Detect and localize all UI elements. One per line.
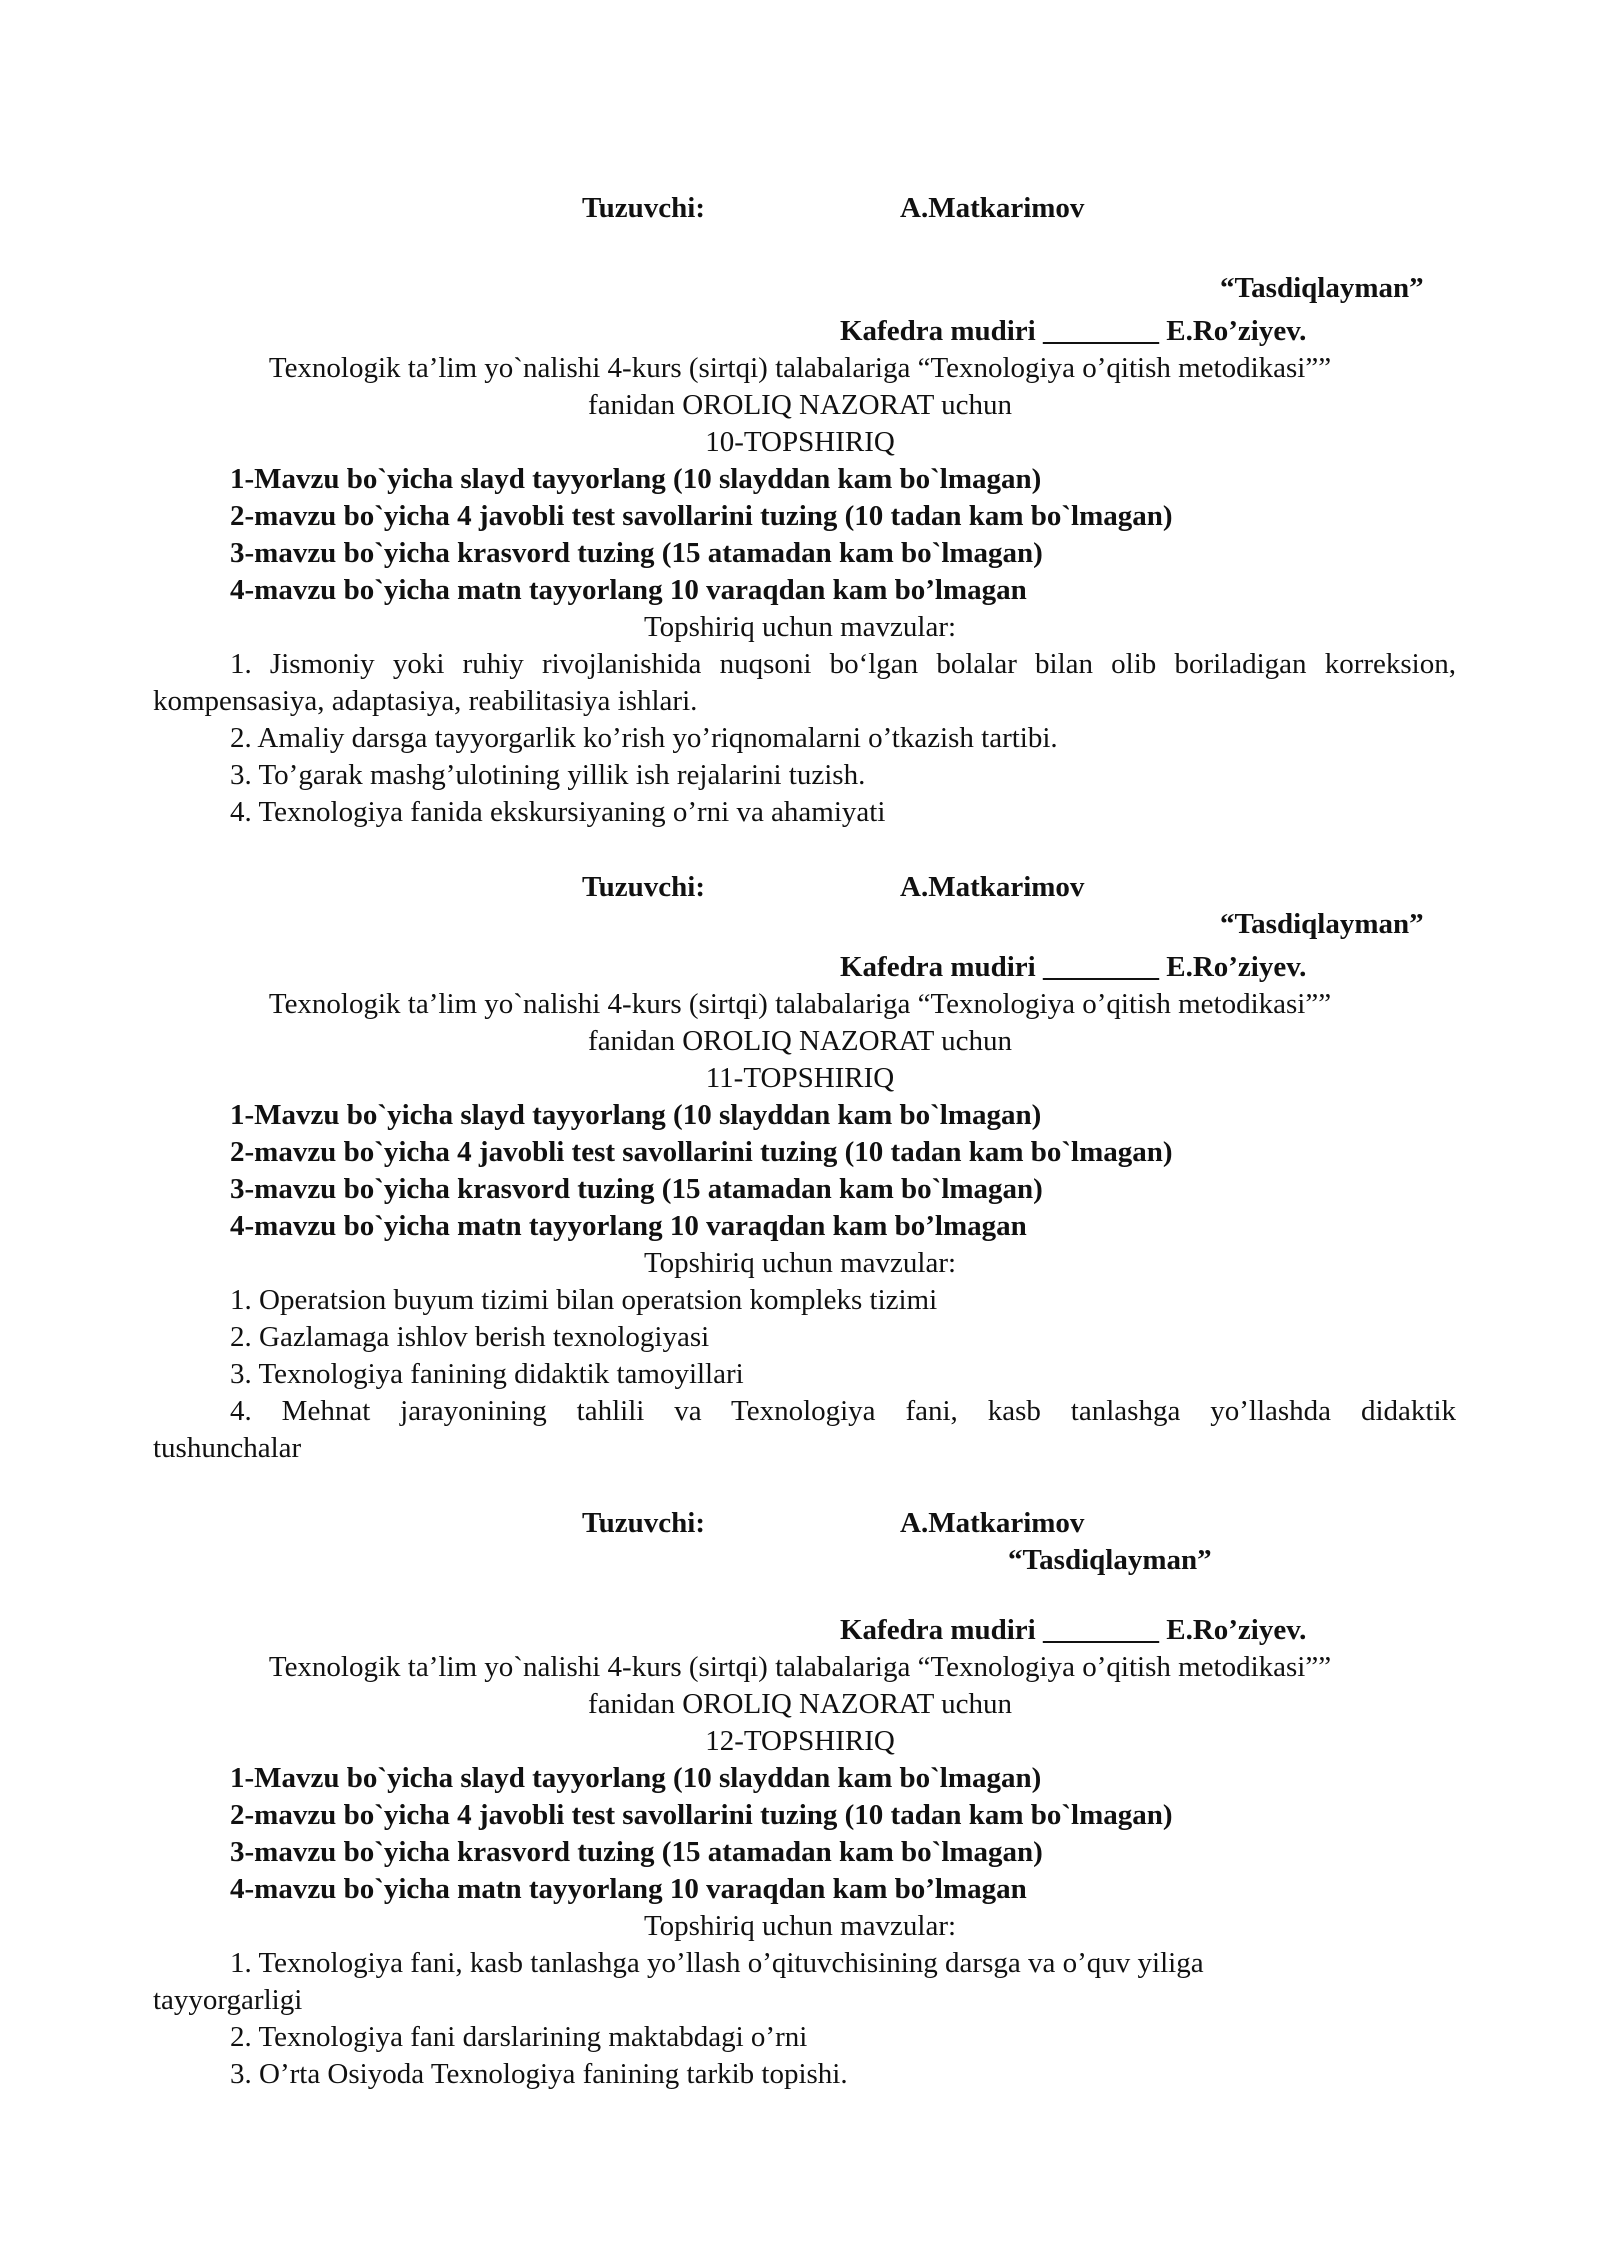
approval-label: “Tasdiqlayman” xyxy=(1220,272,1424,304)
task-item: 4-mavzu bo`yicha matn tayyorlang 10 varaqdan kam bo’lmagan xyxy=(230,1210,1027,1242)
topic-item: 3. O’rta Osiyoda Texnologiya fanining tarkib topishi. xyxy=(230,2058,848,2090)
topic-item: 1. Jismoniy yoki ruhiy rivojlanishida nuqsoni bo‘lgan bolalar bilan olib boriladigan korreksion, xyxy=(230,648,1456,680)
topic-item: 2. Texnologiya fani darslarining maktabdagi o’rni xyxy=(230,2021,808,2053)
topic-item: 3. Texnologiya fanining didaktik tamoyillari xyxy=(230,1358,744,1390)
document-title-line-1: Texnologik ta’lim yo`nalishi 4-kurs (sirtqi) talabalariga “Texnologiya o’qitish metodikasi”” xyxy=(268,1651,1332,1683)
author-label: Tuzuvchi: xyxy=(582,871,706,903)
task-item: 2-mavzu bo`yicha 4 javobli test savollarini tuzing (10 tadan kam bo`lmagan) xyxy=(230,500,1173,532)
assignment-number: 12-TOPSHIRIQ xyxy=(705,1725,895,1757)
task-item: 2-mavzu bo`yicha 4 javobli test savollarini tuzing (10 tadan kam bo`lmagan) xyxy=(230,1799,1173,1831)
assignment-number: 10-TOPSHIRIQ xyxy=(705,426,895,458)
topic-item: 2. Amaliy darsga tayyorgarlik ko’rish yo’riqnomalarni o’tkazish tartibi. xyxy=(230,722,1058,754)
author-name: A.Matkarimov xyxy=(900,192,1085,224)
task-item: 3-mavzu bo`yicha krasvord tuzing (15 atamadan kam bo`lmagan) xyxy=(230,537,1043,569)
author-label: Tuzuvchi: xyxy=(582,192,706,224)
department-head-line: Kafedra mudiri ________ E.Ro’ziyev. xyxy=(840,315,1307,347)
author-label: Tuzuvchi: xyxy=(582,1507,706,1539)
topic-item-continuation: kompensasiya, adaptasiya, reabilitasiya ishlari. xyxy=(153,685,698,717)
task-item: 1-Mavzu bo`yicha slayd tayyorlang (10 slayddan kam bo`lmagan) xyxy=(230,1099,1042,1131)
task-item: 1-Mavzu bo`yicha slayd tayyorlang (10 slayddan kam bo`lmagan) xyxy=(230,463,1042,495)
author-name: A.Matkarimov xyxy=(900,1507,1085,1539)
task-item: 2-mavzu bo`yicha 4 javobli test savollarini tuzing (10 tadan kam bo`lmagan) xyxy=(230,1136,1173,1168)
approval-label: “Tasdiqlayman” xyxy=(1220,908,1424,940)
assignment-number: 11-TOPSHIRIQ xyxy=(705,1062,895,1094)
document-title-line-1: Texnologik ta’lim yo`nalishi 4-kurs (sirtqi) talabalariga “Texnologiya o’qitish metodikasi”” xyxy=(268,352,1332,384)
document-title-line-2: fanidan OROLIQ NAZORAT uchun xyxy=(588,389,1012,421)
topics-heading: Topshiriq uchun mavzular: xyxy=(643,1910,957,1942)
task-item: 3-mavzu bo`yicha krasvord tuzing (15 atamadan kam bo`lmagan) xyxy=(230,1836,1043,1868)
topic-item-continuation: tayyorgarligi xyxy=(153,1984,303,2016)
topic-item: 4. Mehnat jarayonining tahlili va Texnologiya fani, kasb tanlashga yo’llashda didaktik xyxy=(230,1395,1456,1427)
topic-item-continuation: tushunchalar xyxy=(153,1432,302,1464)
task-item: 1-Mavzu bo`yicha slayd tayyorlang (10 slayddan kam bo`lmagan) xyxy=(230,1762,1042,1794)
topic-item: 3. To’garak mashg’ulotining yillik ish rejalarini tuzish. xyxy=(230,759,866,791)
topic-item: 2. Gazlamaga ishlov berish texnologiyasi xyxy=(230,1321,710,1353)
author-name: A.Matkarimov xyxy=(900,871,1085,903)
task-item: 3-mavzu bo`yicha krasvord tuzing (15 atamadan kam bo`lmagan) xyxy=(230,1173,1043,1205)
department-head-line: Kafedra mudiri ________ E.Ro’ziyev. xyxy=(840,951,1307,983)
document-title-line-2: fanidan OROLIQ NAZORAT uchun xyxy=(588,1025,1012,1057)
document-title-line-2: fanidan OROLIQ NAZORAT uchun xyxy=(588,1688,1012,1720)
topics-heading: Topshiriq uchun mavzular: xyxy=(643,611,957,643)
topic-item: 4. Texnologiya fanida ekskursiyaning o’rni va ahamiyati xyxy=(230,796,886,828)
topic-item: 1. Operatsion buyum tizimi bilan operatsion kompleks tizimi xyxy=(230,1284,938,1316)
approval-label: “Tasdiqlayman” xyxy=(1008,1544,1212,1576)
task-item: 4-mavzu bo`yicha matn tayyorlang 10 varaqdan kam bo’lmagan xyxy=(230,574,1027,606)
task-item: 4-mavzu bo`yicha matn tayyorlang 10 varaqdan kam bo’lmagan xyxy=(230,1873,1027,1905)
topic-item: 1. Texnologiya fani, kasb tanlashga yo’llash o’qituvchisining darsga va o’quv yiliga xyxy=(230,1947,1204,1979)
department-head-line: Kafedra mudiri ________ E.Ro’ziyev. xyxy=(840,1614,1307,1646)
topics-heading: Topshiriq uchun mavzular: xyxy=(643,1247,957,1279)
document-title-line-1: Texnologik ta’lim yo`nalishi 4-kurs (sirtqi) talabalariga “Texnologiya o’qitish metodikasi”” xyxy=(268,988,1332,1020)
